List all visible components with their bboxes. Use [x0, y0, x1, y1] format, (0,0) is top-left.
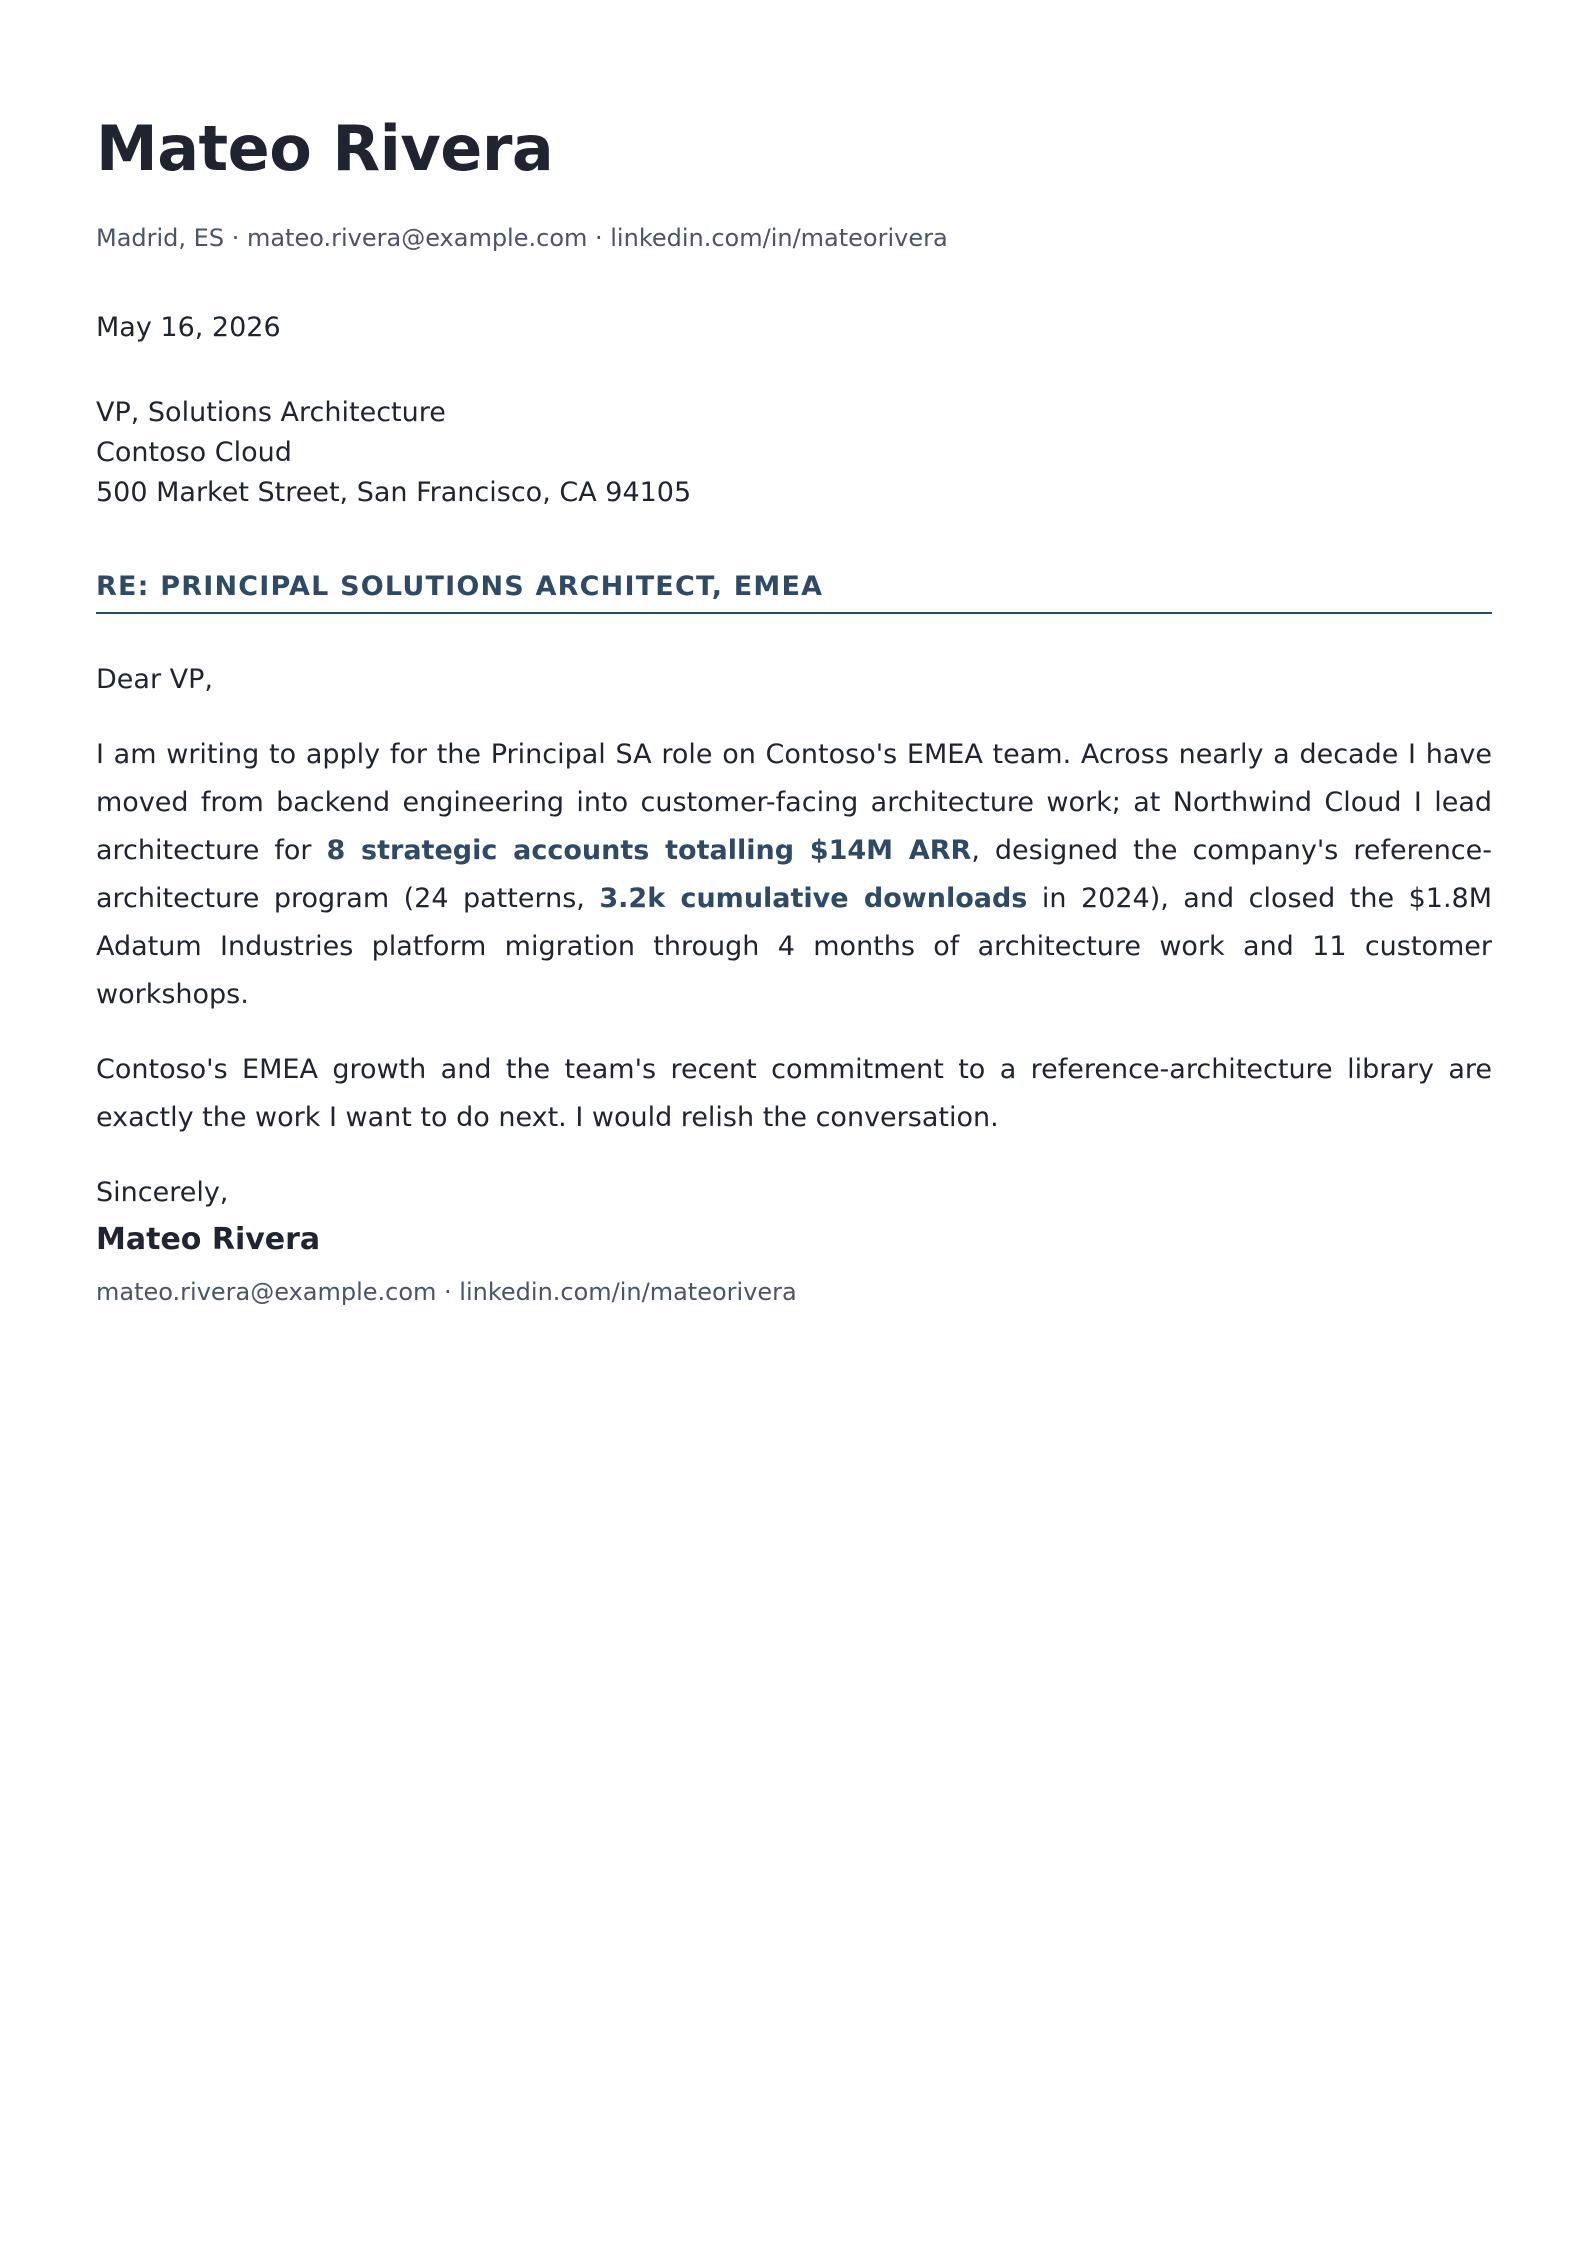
body-paragraph-2: Contoso's EMEA growth and the team's recent commitment to a reference-architecture library are exactly the work I want to do next. I would relish the conversation.: [96, 1054, 1492, 1133]
paragraph-1-text-b: , designed the company's reference-architecture program (24 patterns,: [96, 835, 1493, 914]
recipient-address: 500 Market Street, San Francisco, CA 94105: [96, 477, 692, 508]
signature-name: Mateo Rivera: [96, 1222, 321, 1257]
applicant-name: Mateo Rivera: [96, 112, 554, 185]
highlight-downloads: 3.2k cumulative downloads: [599, 883, 1028, 914]
recipient-title: VP, Solutions Architecture: [96, 397, 446, 428]
closing: Sincerely,: [96, 1177, 229, 1208]
subject-heading: RE: PRINCIPAL SOLUTIONS ARCHITECT, EMEA: [96, 571, 1492, 614]
header-contact-line: Madrid, ES · mateo.rivera@example.com · linkedin.com/in/mateorivera: [96, 224, 948, 252]
letter-body: [96, 656, 1492, 1244]
paragraph-1-text-c: in 2024), and closed the $1.8M Adatum Industries platform migration through 4 months of architecture work and 11 customer workshops.: [96, 883, 1492, 1010]
body-paragraph-1: [96, 731, 1492, 1019]
recipient-block: [96, 393, 691, 513]
paragraph-1-text-a: I am writing to apply for the Principal SA role on Contoso's EMEA team. Across nearly a decade I have moved from backend engineering into customer-facing architecture work; at Northwind Cloud I lead architecture for: [96, 739, 1492, 866]
salutation: Dear VP,: [96, 664, 213, 695]
highlight-accounts: 8 strategic accounts totalling $14M ARR: [326, 835, 972, 866]
letter-date: May 16, 2026: [96, 312, 281, 343]
recipient-company: Contoso Cloud: [96, 437, 292, 468]
signature-contact-line: mateo.rivera@example.com · linkedin.com/in/mateorivera: [96, 1278, 797, 1306]
